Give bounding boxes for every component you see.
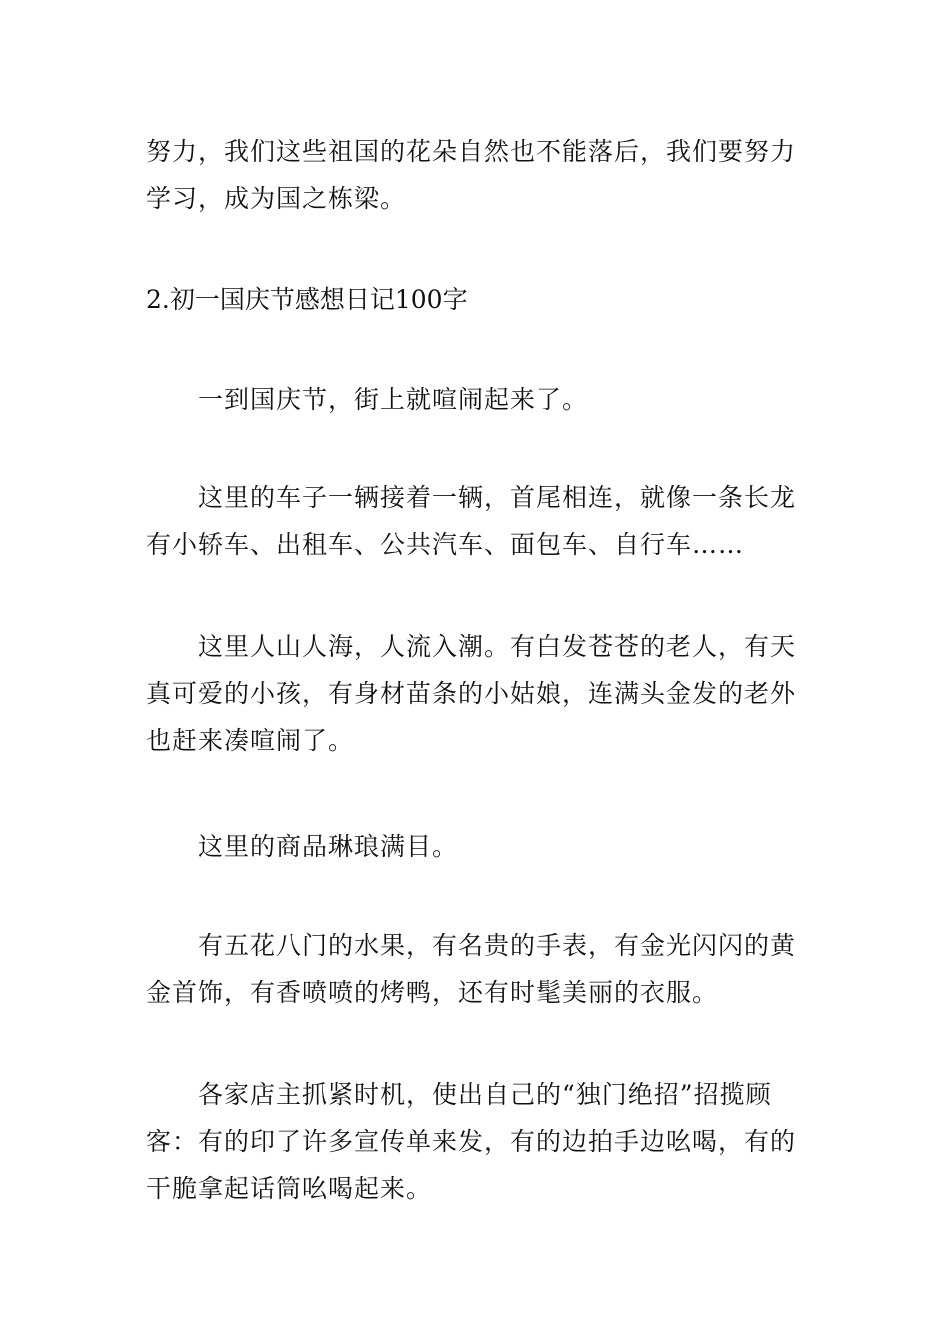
paragraph-items: 有五花八门的水果，有名贵的手表，有金光闪闪的黄金首饰，有香喷喷的烤鸭，还有时髦美丽的衣服。 <box>146 931 797 1007</box>
paragraph-shopkeepers: 各家店主抓紧时机，使出自己的“独门绝招”招揽顾客：有的印了许多宣传单来发，有的边拍手边吆喝，有的干脆拿起话筒吆喝起来。 <box>146 1080 797 1203</box>
section-heading: 2.初一国庆节感想日记100字 <box>146 285 468 314</box>
paragraph-intro: 努力，我们这些祖国的花朵自然也不能落后，我们要努力学习，成为国之栋梁。 <box>146 137 797 213</box>
paragraph-festival: 一到国庆节，街上就喧闹起来了。 <box>198 385 589 414</box>
paragraph-cars: 这里的车子一辆接着一辆，首尾相连，就像一条长龙有小轿车、出租车、公共汽车、面包车、自行车…… <box>146 483 797 559</box>
paragraph-crowd: 这里人山人海，人流入潮。有白发苍苍的老人，有天真可爱的小孩，有身材苗条的小姑娘，连满头金发的老外也赶来凑喧闹了。 <box>146 632 797 755</box>
paragraph-goods: 这里的商品琳琅满目。 <box>198 832 459 861</box>
